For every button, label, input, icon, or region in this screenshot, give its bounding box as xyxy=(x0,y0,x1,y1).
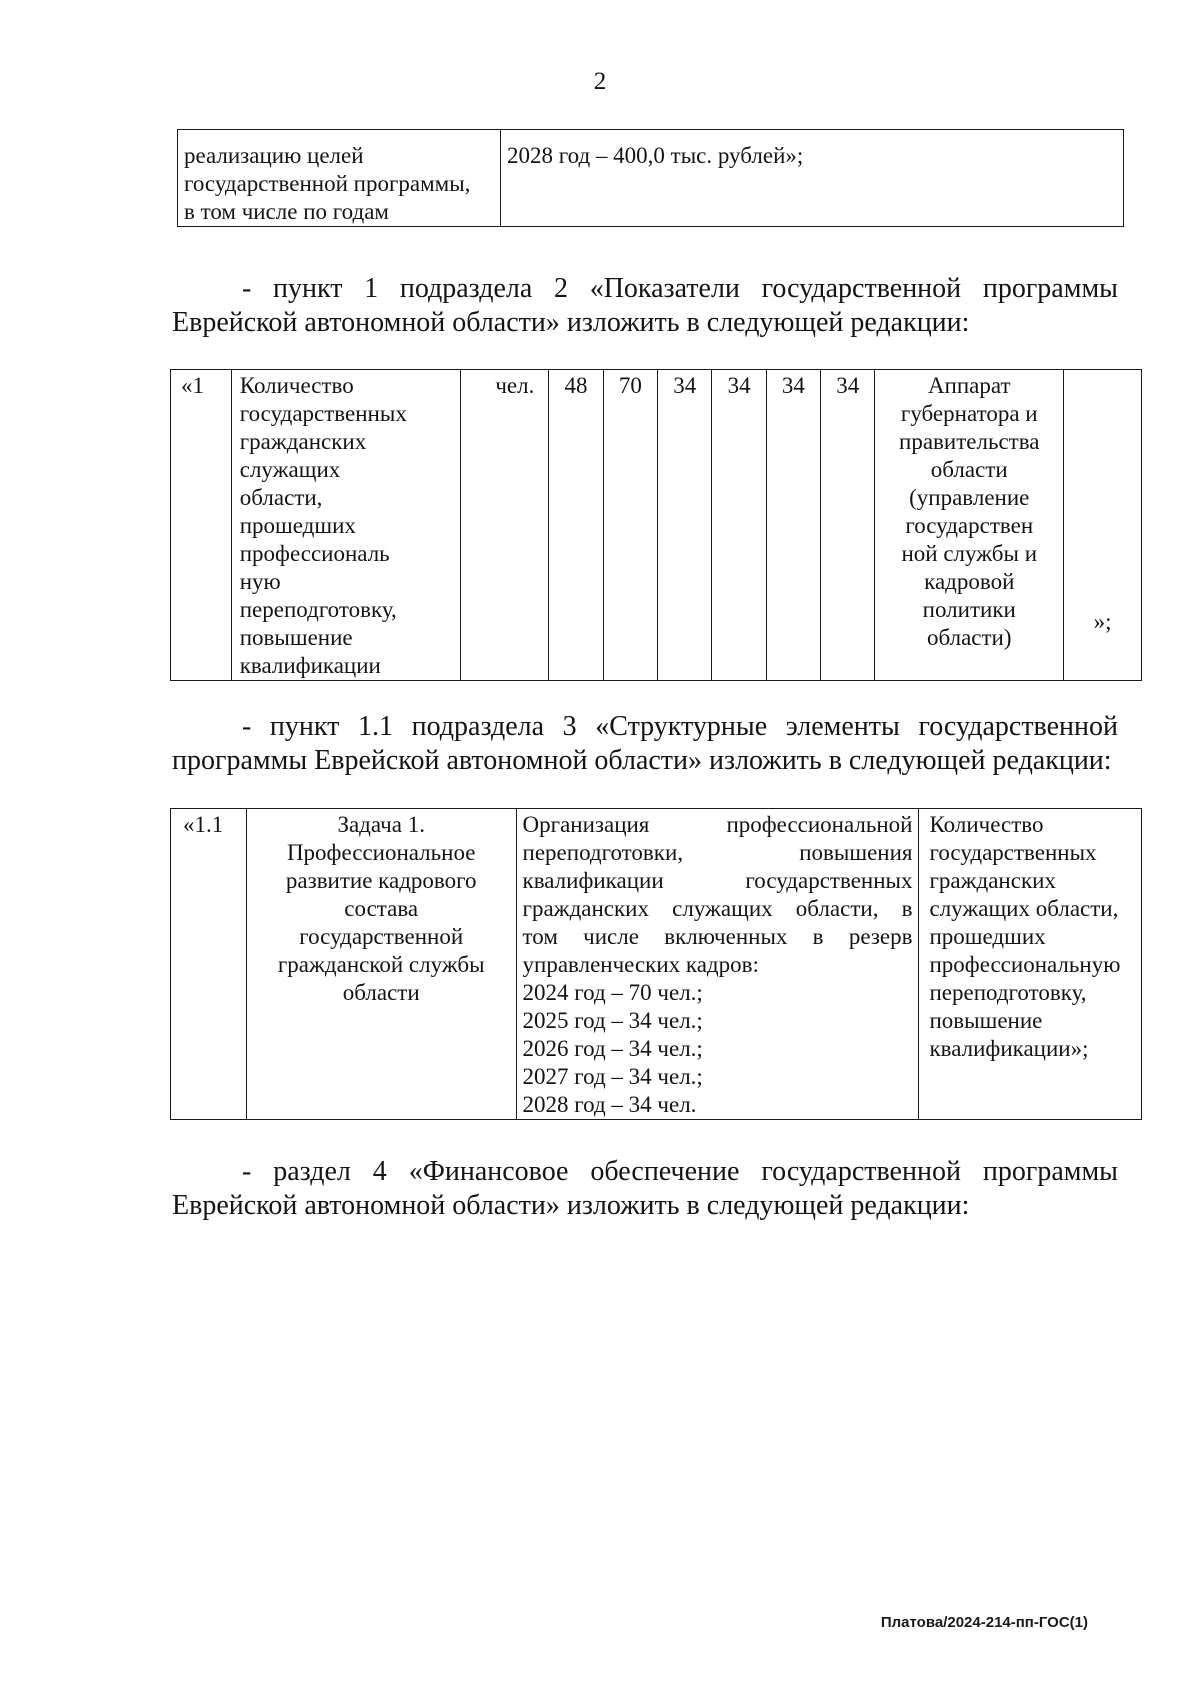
text-line: реализацию целей xyxy=(184,143,364,168)
text-line: служащих xyxy=(239,457,341,482)
text-line: области xyxy=(930,457,1008,482)
paragraph-text: - раздел 4 «Финансовое обеспечение государственной программы Еврейской автономной области» изложить в следующей редакции: xyxy=(172,1156,1118,1221)
funding-value-text: 2028 год – 400,0 тыс. рублей»; xyxy=(507,143,804,168)
responsible-cell xyxy=(875,370,1064,681)
text-line: развитие кадрового xyxy=(285,868,477,893)
text-line: Задача 1. xyxy=(337,812,425,837)
text-line: 2024 год – 70 чел.; xyxy=(522,980,703,1005)
amendment-paragraph-2 xyxy=(172,710,1118,778)
text-line: гражданских служащих области, в xyxy=(522,896,913,921)
text-line: том числе включенных в резерв xyxy=(522,924,913,949)
task-cell xyxy=(246,809,516,1120)
text-line: государственной xyxy=(299,924,464,949)
organization-cell xyxy=(516,809,919,1120)
funding-table-fragment xyxy=(177,129,1124,227)
text-line: 2026 год – 34 чел.; xyxy=(522,1036,703,1061)
text-line: государствен xyxy=(905,513,1034,538)
text-line: 2025 год – 34 чел.; xyxy=(522,1008,703,1033)
text-line: повышение xyxy=(929,1008,1043,1033)
text-line: ной службы и xyxy=(901,541,1038,566)
text-line: Количество xyxy=(929,812,1044,837)
closing-quote-cell: »; xyxy=(1064,370,1142,681)
page-number: 2 xyxy=(593,68,607,95)
row-number: «1 xyxy=(171,370,232,681)
text-line: кадровой xyxy=(924,569,1015,594)
text-line: Профессиональное xyxy=(286,840,476,865)
text-line: Аппарат xyxy=(927,373,1011,398)
text-line: профессиональную xyxy=(929,952,1121,977)
row-number: «1.1 xyxy=(171,809,247,1120)
text-line: (управление xyxy=(909,485,1030,510)
value-cell: 34 xyxy=(766,370,820,681)
value-cell: 34 xyxy=(658,370,712,681)
text-line: политики xyxy=(922,597,1016,622)
text-line: переподготовки, повышения xyxy=(522,840,913,865)
document-footer-code: Платова/2024-214-пп-ГОС(1) xyxy=(880,1614,1088,1631)
funding-label-cell xyxy=(178,130,501,227)
text-line: прошедших xyxy=(929,924,1046,949)
text-line: области, xyxy=(239,485,323,510)
text-line: Организация профессиональной xyxy=(522,812,913,837)
text-line: в том числе по годам xyxy=(184,199,389,224)
text-line: 2028 год – 34 чел. xyxy=(522,1092,697,1117)
text-line: управленческих кадров: xyxy=(522,952,759,977)
text-line: прошедших xyxy=(239,513,356,538)
table-row xyxy=(171,809,1142,1120)
text-line: 2027 год – 34 чел.; xyxy=(522,1064,703,1089)
text-line: государственных xyxy=(929,840,1097,865)
text-line: переподготовку, xyxy=(239,597,397,622)
text-line: служащих области, xyxy=(929,896,1119,921)
text-line: квалификации xyxy=(239,653,381,678)
indicator-cell xyxy=(919,809,1142,1120)
funding-value-cell xyxy=(501,130,1124,227)
text-line: состава xyxy=(344,896,419,921)
value-cell: 34 xyxy=(821,370,875,681)
paragraph-text: - пункт 1 подраздела 2 «Показатели государственной программы Еврейской автономной области» изложить в следующей редакции: xyxy=(172,273,1118,338)
value-cell: 70 xyxy=(603,370,657,681)
value-cell: 48 xyxy=(549,370,603,681)
table-row xyxy=(171,370,1142,681)
text-line: государственной программы, xyxy=(184,171,471,196)
text-line: губернатора и xyxy=(900,401,1038,426)
text-line: области xyxy=(342,980,420,1005)
unit-cell: чел. xyxy=(460,370,548,681)
text-line: правительства xyxy=(899,429,1040,454)
amendment-paragraph-3 xyxy=(172,1155,1118,1223)
paragraph-text: - пункт 1.1 подраздела 3 «Структурные элементы государственной программы Еврейской автономной области» изложить в следующей редакции: xyxy=(172,711,1118,776)
text-line: квалификации»; xyxy=(929,1036,1089,1061)
text-line: гражданских xyxy=(929,868,1056,893)
text-line: государственных xyxy=(239,401,407,426)
amendment-paragraph-1 xyxy=(172,272,1118,340)
text-line: гражданской службы xyxy=(277,952,485,977)
text-line: квалификации государственных xyxy=(522,868,913,893)
structural-elements-table xyxy=(170,808,1142,1120)
text-line: переподготовку, xyxy=(929,980,1087,1005)
text-line: повышение xyxy=(239,625,353,650)
text-line: гражданских xyxy=(239,429,367,454)
text-line: Количество xyxy=(239,373,354,398)
text-line: ную xyxy=(239,569,281,594)
indicator-name-cell xyxy=(231,370,460,681)
text-line: области) xyxy=(926,625,1012,650)
indicators-table xyxy=(170,369,1142,681)
text-line: профессиональ xyxy=(239,541,390,566)
value-cell: 34 xyxy=(712,370,766,681)
